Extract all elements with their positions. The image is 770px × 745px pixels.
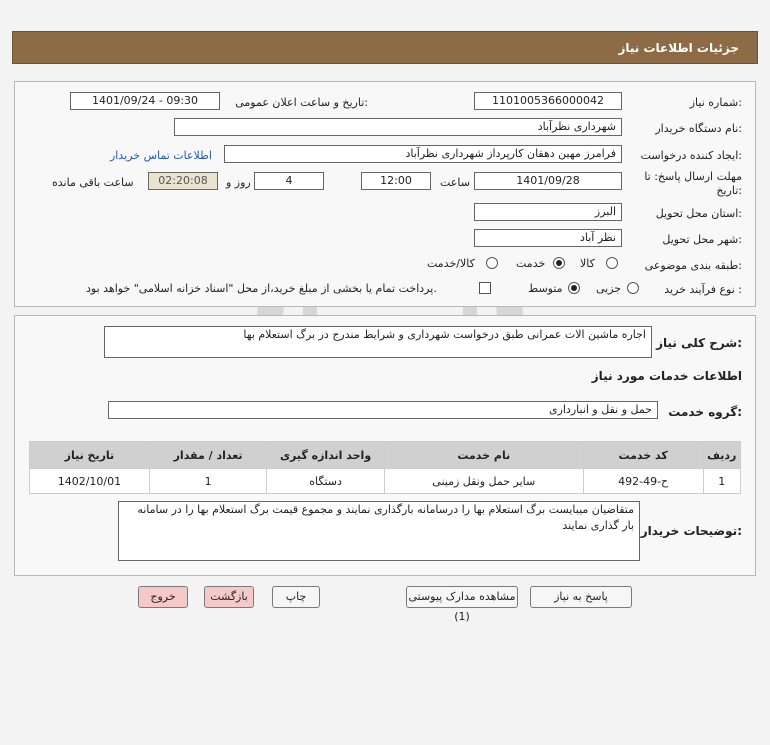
need-number-field: 1101005366000042 bbox=[474, 92, 622, 110]
province-label: استان محل تحویل: bbox=[655, 207, 742, 220]
category-option-service: خدمت bbox=[516, 257, 546, 270]
table-header: نام خدمت bbox=[384, 442, 583, 469]
process-radio-minor[interactable] bbox=[627, 282, 639, 294]
category-radio-goods[interactable] bbox=[606, 257, 618, 269]
city-label: شهر محل تحویل: bbox=[662, 233, 742, 246]
table-cell: 1 bbox=[703, 469, 740, 494]
need-info-panel bbox=[14, 81, 756, 307]
days-label: روز و bbox=[226, 176, 251, 189]
summary-label: شرح کلی نیاز: bbox=[656, 336, 742, 350]
service-group-field: حمل و نقل و انبارداری bbox=[108, 401, 658, 419]
services-table bbox=[29, 441, 741, 494]
table-cell: 1402/10/01 bbox=[30, 469, 150, 494]
reply-button[interactable]: پاسخ به نیاز bbox=[530, 586, 632, 608]
category-option-goods: کالا bbox=[580, 257, 595, 270]
table-header: ردیف bbox=[703, 442, 740, 469]
deadline-time-field: 12:00 bbox=[361, 172, 431, 190]
category-radio-goods-service[interactable] bbox=[486, 257, 498, 269]
table-header: کد خدمت bbox=[583, 442, 703, 469]
contact-buyer-link[interactable]: اطلاعات تماس خریدار bbox=[110, 149, 212, 162]
table-header-row bbox=[30, 442, 741, 469]
province-field: البرز bbox=[474, 203, 622, 221]
print-button[interactable]: چاپ bbox=[272, 586, 320, 608]
deadline-date-field: 1401/09/28 bbox=[474, 172, 622, 190]
remaining-label: ساعت باقی مانده bbox=[52, 176, 134, 189]
table-header: تعداد / مقدار bbox=[149, 442, 266, 469]
process-option-medium: متوسط bbox=[528, 282, 563, 295]
creator-field: فرامرز مهین دهقان کارپرداز شهرداری نظرآباد bbox=[224, 145, 622, 163]
process-label: نوع فرآیند خرید : bbox=[664, 283, 742, 296]
table-cell: 1 bbox=[149, 469, 266, 494]
summary-field: اجاره ماشین الات عمرانی طبق درخواست شهرداری و شرایط مندرج در برگ استعلام بها bbox=[104, 326, 652, 358]
need-number-label: شماره نیاز: bbox=[689, 96, 742, 109]
category-option-goods-service: کالا/خدمت bbox=[427, 257, 475, 270]
creator-label: ایجاد کننده درخواست: bbox=[640, 149, 742, 162]
process-radio-medium[interactable] bbox=[568, 282, 580, 294]
page-header bbox=[12, 31, 758, 64]
table-cell: دستگاه bbox=[267, 469, 384, 494]
back-button[interactable]: بازگشت bbox=[204, 586, 254, 608]
table-header: تاریخ نیاز bbox=[30, 442, 150, 469]
view-attachments-button[interactable]: مشاهده مدارک پیوستی (1) bbox=[406, 586, 518, 608]
process-option-minor: جزیی bbox=[596, 282, 622, 295]
buyer-notes-field: متقاضیان میبایست برگ استعلام بها را درسامانه بارگذاری نمایند و مجموع قیمت برگ استعلام بها را در سامانه بار گذاری نمایند bbox=[118, 501, 640, 561]
table-row bbox=[30, 469, 741, 494]
service-group-label: گروه خدمت: bbox=[668, 405, 742, 419]
deadline-label-date: تاریخ: bbox=[716, 184, 742, 197]
table-header: واحد اندازه گیری bbox=[267, 442, 384, 469]
services-section-title: اطلاعات خدمات مورد نیاز bbox=[591, 369, 742, 383]
buyer-field: شهرداری نظرآباد bbox=[174, 118, 622, 136]
city-field: نظر آباد bbox=[474, 229, 622, 247]
remaining-time-field: 02:20:08 bbox=[148, 172, 218, 190]
buyer-label: نام دستگاه خریدار: bbox=[655, 122, 742, 135]
deadline-label: مهلت ارسال پاسخ: تا bbox=[644, 170, 742, 183]
announce-field: 1401/09/24 - 09:30 bbox=[70, 92, 220, 110]
announce-label: تاریخ و ساعت اعلان عمومی: bbox=[235, 96, 368, 109]
time-label: ساعت bbox=[440, 176, 470, 189]
table-cell: ح-49-492 bbox=[583, 469, 703, 494]
category-radio-service[interactable] bbox=[553, 257, 565, 269]
days-field: 4 bbox=[254, 172, 324, 190]
exit-button[interactable]: خروج bbox=[138, 586, 188, 608]
table-cell: سایر حمل ونقل زمینی bbox=[384, 469, 583, 494]
payment-note: پرداخت تمام یا بخشی از مبلغ خرید،از محل "اسناد خزانه اسلامی" خواهد بود. bbox=[86, 282, 437, 295]
treasury-payment-checkbox[interactable] bbox=[479, 282, 491, 294]
buyer-notes-label: توضیحات خریدار: bbox=[640, 524, 742, 538]
category-label: طبقه بندی موضوعی: bbox=[644, 259, 742, 272]
page-title: جزئیات اطلاعات نیاز bbox=[618, 41, 739, 55]
